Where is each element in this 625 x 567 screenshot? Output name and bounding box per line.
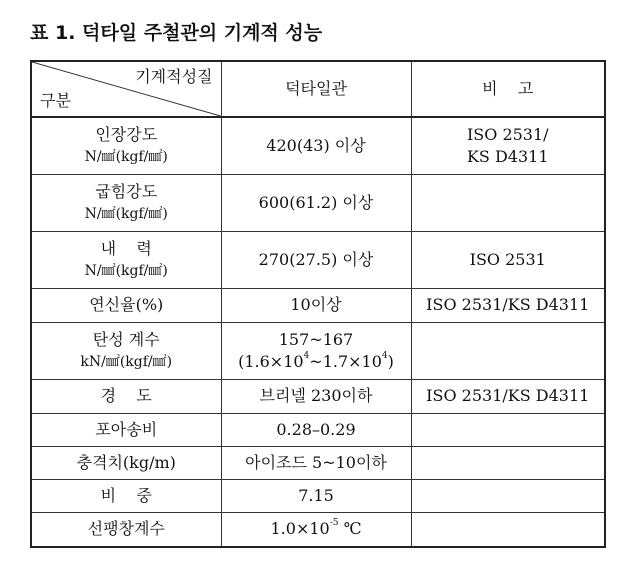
row-label: 충격치(kg/m) bbox=[31, 446, 221, 479]
header-row bbox=[31, 61, 605, 117]
table-row bbox=[31, 174, 605, 231]
row-label: 인장강도 N/㎟(kgf/㎟) bbox=[31, 117, 221, 174]
row-label: 굽힘강도 N/㎟(kgf/㎟) bbox=[31, 174, 221, 231]
row-remark bbox=[411, 322, 605, 379]
table-row bbox=[31, 379, 605, 413]
row-value: $1.0\times 10^{-5}$ ℃ bbox=[221, 512, 411, 547]
mechanical-properties-table bbox=[30, 60, 606, 548]
row-remark: ISO 2531/KS D4311 bbox=[411, 288, 605, 322]
table-title: 표 1. 덕타일 주철관의 기계적 성능 bbox=[30, 22, 323, 44]
row-label: 내 력 N/㎟(kgf/㎟) bbox=[31, 231, 221, 288]
row-value: 브리넬 230이하 bbox=[221, 379, 411, 413]
row-remark: ISO 2531/KS D4311 bbox=[411, 379, 605, 413]
table-row bbox=[31, 446, 605, 479]
table-row bbox=[31, 479, 605, 512]
row-remark bbox=[411, 446, 605, 479]
row-label: 비 중 bbox=[31, 479, 221, 512]
row-label: 포아송비 bbox=[31, 413, 221, 446]
row-value: 7.15 bbox=[221, 479, 411, 512]
row-remark bbox=[411, 512, 605, 547]
table-row bbox=[31, 413, 605, 446]
row-label: 선팽창계수 bbox=[31, 512, 221, 547]
row-label: 연신율(%) bbox=[31, 288, 221, 322]
row-value: 157~167 $(1.6\times 10^4\sim 1.7\times 10^4)$ bbox=[221, 322, 411, 379]
row-remark bbox=[411, 479, 605, 512]
row-value: 600(61.2) 이상 bbox=[221, 174, 411, 231]
table-row bbox=[31, 512, 605, 547]
row-remark bbox=[411, 174, 605, 231]
row-value: 0.28–0.29 bbox=[221, 413, 411, 446]
row-value: 10이상 bbox=[221, 288, 411, 322]
header-category-label: 구분 bbox=[40, 91, 71, 110]
header-properties-label: 기계적성질 bbox=[135, 67, 213, 86]
row-value: 270(27.5) 이상 bbox=[221, 231, 411, 288]
header-remarks: 비 고 bbox=[411, 61, 605, 117]
table-row bbox=[31, 288, 605, 322]
table-row bbox=[31, 117, 605, 174]
row-remark: ISO 2531/ KS D4311 bbox=[411, 117, 605, 174]
row-value: 아이조드 5~10이하 bbox=[221, 446, 411, 479]
row-label: 탄성 계수 kN/㎟(kgf/㎟) bbox=[31, 322, 221, 379]
header-ductile-pipe: 덕타일관 bbox=[221, 61, 411, 117]
row-label: 경 도 bbox=[31, 379, 221, 413]
table-row bbox=[31, 231, 605, 288]
row-remark bbox=[411, 413, 605, 446]
table-row bbox=[31, 322, 605, 379]
row-value: 420(43) 이상 bbox=[221, 117, 411, 174]
diagonal-header-cell bbox=[31, 61, 221, 117]
row-remark: ISO 2531 bbox=[411, 231, 605, 288]
